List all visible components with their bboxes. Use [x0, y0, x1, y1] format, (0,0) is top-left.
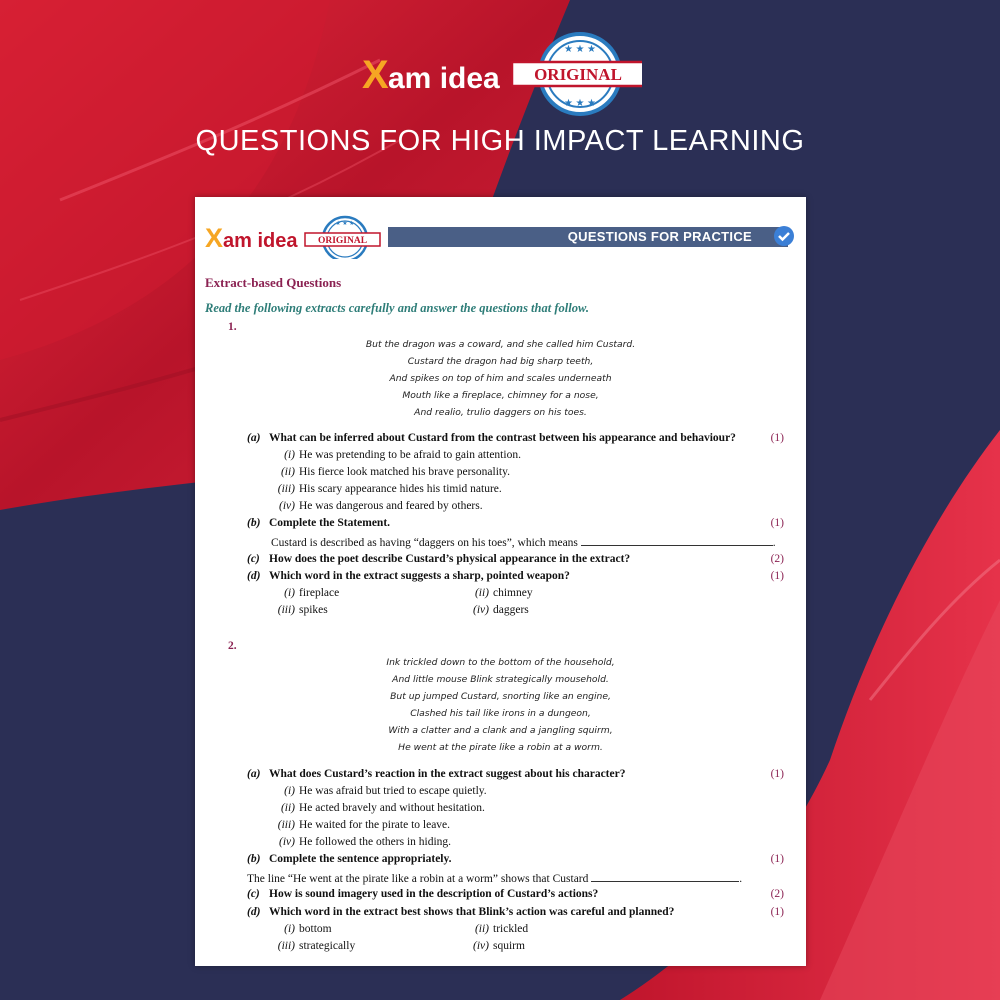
seal-text: ORIGINAL: [534, 65, 622, 84]
poem-line: Ink trickled down to the bottom of the household,: [386, 657, 615, 668]
marks-badge: (1): [770, 853, 784, 865]
brand-logo-small: [205, 207, 383, 259]
question-1c: [247, 553, 784, 565]
fill-in-2b: The line “He went at the pirate like a robin at a worm” shows that Custard .: [247, 873, 743, 885]
subq-label: (c): [247, 553, 260, 565]
instruction-text: Read the following extracts carefully and answer the questions that follow.: [205, 301, 589, 315]
subq-text: Complete the sentence appropriately.: [269, 853, 452, 865]
option-2d-iv[interactable]: (iv) squirm: [473, 940, 525, 952]
subq-label: (a): [247, 432, 261, 444]
option-2a-iv[interactable]: (iv) He followed the others in hiding.: [279, 836, 452, 848]
poem-line: Custard the dragon had big sharp teeth,: [407, 356, 594, 367]
question-2a: [247, 768, 784, 780]
question-number-2: 2.: [228, 640, 237, 652]
marks-badge: (1): [770, 517, 784, 529]
poem-line: But the dragon was a coward, and she called him Custard.: [365, 339, 636, 350]
brand-x-letter-small: X: [205, 223, 224, 253]
poem-line: Clashed his tail like irons in a dungeon,: [410, 708, 591, 719]
option-1a-iii[interactable]: (iii) His scary appearance hides his timid nature.: [277, 483, 502, 495]
seal-text-small: ORIGINAL: [317, 236, 368, 246]
option-1d-i[interactable]: (i) fireplace: [284, 587, 340, 599]
poem-line: He went at the pirate like a robin at a worm.: [398, 742, 603, 753]
option-1a-i[interactable]: (i) He was pretending to be afraid to gain attention.: [284, 449, 521, 461]
subq-text: Which word in the extract best shows that Blink’s action was careful and planned?: [269, 906, 675, 918]
question-2d: [247, 906, 784, 918]
marks-badge: (2): [770, 553, 784, 565]
subq-text: Complete the Statement.: [269, 517, 391, 529]
poem-line: And spikes on top of him and scales underneath: [389, 373, 612, 384]
section-bar-label: QUESTIONS FOR PRACTICE: [567, 229, 752, 244]
poem-line: Mouth like a fireplace, chimney for a nose,: [402, 390, 599, 401]
option-1a-iv[interactable]: (iv) He was dangerous and feared by others.: [279, 500, 483, 512]
fill-text: Custard is described as having “daggers on his toes”, which means: [271, 537, 578, 549]
subq-label: (b): [247, 517, 261, 529]
svg-text:★ ★ ★: ★ ★ ★: [564, 44, 596, 55]
verified-check-icon: [772, 224, 796, 248]
option-1d-iv[interactable]: (iv) daggers: [473, 604, 529, 616]
option-2a-iii[interactable]: (iii) He waited for the pirate to leave.: [277, 819, 451, 831]
question-1a: [247, 432, 784, 444]
marks-badge: (1): [770, 768, 784, 780]
question-2b: [247, 853, 784, 865]
answer-blank[interactable]: [591, 871, 739, 882]
question-number-1: 1.: [228, 321, 237, 333]
marks-badge: (1): [770, 906, 784, 918]
fill-text: The line “He went at the pirate like a robin at a worm” shows that Custard: [247, 873, 589, 885]
subq-text: What does Custard’s reaction in the extract suggest about his character?: [269, 768, 626, 780]
question-2c: [247, 888, 784, 900]
subq-text: How does the poet describe Custard’s physical appearance in the extract?: [269, 553, 631, 565]
subq-label: (d): [247, 906, 261, 918]
poem-line: But up jumped Custard, snorting like an engine,: [390, 691, 611, 702]
answer-blank[interactable]: [581, 535, 773, 546]
option-2d-iii[interactable]: (iii) strategically: [277, 940, 356, 952]
option-2d-i[interactable]: (i) bottom: [284, 923, 332, 935]
subq-text: How is sound imagery used in the description of Custard’s actions?: [269, 888, 599, 900]
option-2d-ii[interactable]: (ii) trickled: [474, 923, 529, 935]
section-title: Extract-based Questions: [205, 275, 342, 290]
brand-x-letter: X: [362, 53, 389, 97]
subq-label: (d): [247, 570, 261, 582]
svg-text:★ ★ ★: ★ ★ ★: [564, 98, 596, 109]
page-headline: QUESTIONS FOR HIGH IMPACT LEARNING: [195, 125, 805, 157]
brand-name: am idea: [388, 62, 500, 95]
question-1b: [247, 517, 784, 529]
question-1d: [247, 570, 784, 582]
subq-text: Which word in the extract suggests a sharp, pointed weapon?: [269, 570, 570, 582]
fill-in-1b: Custard is described as having “daggers on his toes”, which means .: [271, 537, 776, 549]
option-1d-ii[interactable]: (ii) chimney: [474, 587, 533, 599]
extract-poem-1: [195, 336, 806, 421]
subq-label: (c): [247, 888, 260, 900]
option-1a-ii[interactable]: (ii) His fierce look matched his brave personality.: [280, 466, 510, 478]
subq-label: (a): [247, 768, 261, 780]
extract-poem-2: [195, 654, 806, 756]
marks-badge: (2): [770, 888, 784, 900]
worksheet-page: [195, 197, 806, 966]
brand-name-small: am idea: [223, 230, 298, 252]
option-2a-ii[interactable]: (ii) He acted bravely and without hesitation.: [280, 802, 485, 814]
subq-label: (b): [247, 853, 261, 865]
poem-line: And little mouse Blink strategically mousehold.: [392, 674, 609, 685]
marks-badge: (1): [770, 432, 784, 444]
brand-logo-top: [362, 30, 642, 120]
marks-badge: (1): [770, 570, 784, 582]
svg-text:★ ★ ★: ★ ★ ★: [335, 221, 355, 227]
section-bar: [388, 227, 788, 247]
poem-line: And realio, trulio daggers on his toes.: [414, 407, 587, 418]
subq-text: What can be inferred about Custard from the contrast between his appearance and behaviour?: [269, 432, 736, 444]
poem-line: With a clatter and a clank and a jangling squirm,: [388, 725, 613, 736]
option-2a-i[interactable]: (i) He was afraid but tried to escape quietly.: [284, 785, 487, 797]
option-1d-iii[interactable]: (iii) spikes: [277, 604, 328, 616]
